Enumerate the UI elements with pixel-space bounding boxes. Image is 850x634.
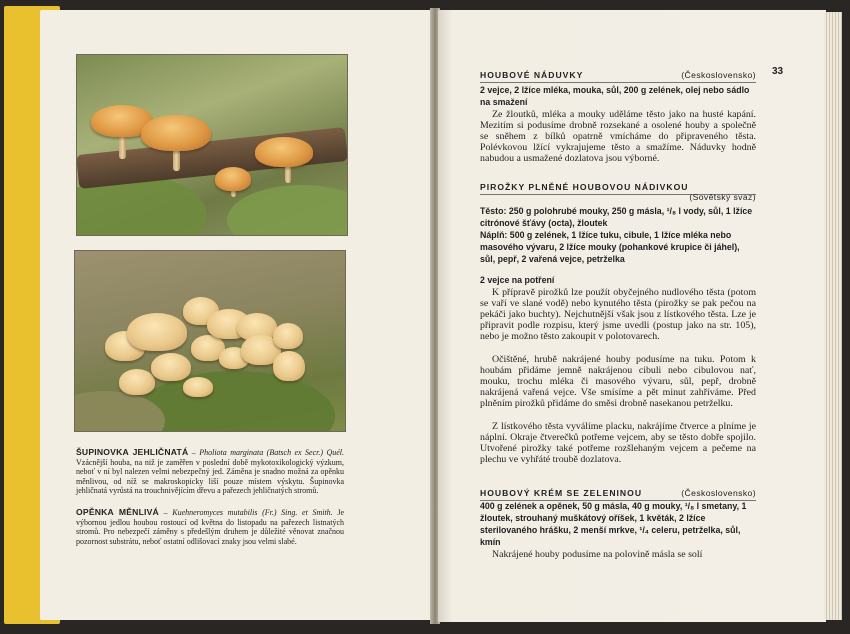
caption-body: Je výbornou jedlou houbou rostoucí od května do listopadu na pařezech listnatých stromů. Pro nebezpečí záměny s předešlým druhem je důležité věnovat značnou pozornost substrátu, neboť ostatní odlišovací znaky jsou velmi slabé. xyxy=(76,508,344,546)
recipe-title: HOUBOVÝ KRÉM SE ZELENINOU xyxy=(480,488,643,498)
caption-title: ŠUPINOVKA JEHLIČNATÁ xyxy=(76,447,189,457)
recipe-paragraph: Očištěné, hrubě nakrájené houby podusíme na tuku. Potom k houbám přidáme jemně nakrájenou cibuli nebo cibulovou nať, mouku, trochu mléka či masového vývaru, sůl, pepř, drobně nakrájená vařená vejce. Vše smísíme a pět minut zahříváme. Před plněním pirožků přidáme do směsi drobně nasekanou petrželku. xyxy=(480,354,756,410)
caption-latin-name: Kuehneromyces mutabilis (Fr.) Sing. et Smith. xyxy=(172,508,333,517)
recipe-ingredients-dough: Těsto: 250 g polohrubé mouky, 250 g másla, ¹/₈ l vody, sůl, 1 lžíce citrónové šťávy (octa), žloutek xyxy=(480,206,753,229)
page-number: 33 xyxy=(772,66,784,77)
photo-kuehneromyces-mutabilis xyxy=(74,250,346,432)
page-edges xyxy=(824,12,842,620)
recipe-ingredients-coating: 2 vejce na potření xyxy=(480,275,555,285)
caption-title: OPĚNKA MĚNLIVÁ xyxy=(76,507,159,517)
recipe-ingredients-filling: Náplň: 500 g zelének, 1 lžíce tuku, cibule, 1 lžíce mléka nebo masového vývaru, 2 lžíce mouky (pohankové krupice či jáhel), sůl, pepř, 2 vařená vejce, petrželka xyxy=(480,230,740,265)
caption-supinovka: ŠUPINOVKA JEHLIČNATÁ – Pholiota marginata (Batsch ex Secr.) Quél. Vzácnější houba, na niž je zaměřen v poslední době mykotoxikologický výzkum, neboť v ní byl nalezen velmi nebezpečný jed. Záměna je snadno možná za opěnku měnlivou, od níž se makroskopicky liší pouze místem výskytu. Šupinovka jehličnatá vyrůstá na trouchnivějícím dřevu a pařezech jehličnatých stromů. xyxy=(76,447,344,496)
recipe-heading xyxy=(480,70,756,83)
recipe-origin: (Sovětský svaz) xyxy=(689,192,756,202)
caption-latin-name: Pholiota marginata (Batsch ex Secr.) Quél. xyxy=(199,448,344,457)
recipe-origin: (Československo) xyxy=(681,70,756,80)
recipe-ingredients: 400 g zelének a opěnek, 50 g másla, 40 g mouky, ¹/₈ l smetany, 1 žloutek, strouhaný muškátový oříšek, 1 květák, 2 lžíce sterilovaného hrášku, 2 menší mrkve, ¹/₄ celeru, petrželka, sůl, kmín xyxy=(480,501,747,548)
caption-openka: OPĚNKA MĚNLIVÁ – Kuehneromyces mutabilis (Fr.) Sing. et Smith. Je výbornou jedlou houbou rostoucí od května do listopadu na pařezech listnatých stromů. Pro nebezpečí záměny s předešlým druhem je důležité věnovat značnou pozornost substrátu, neboť ostatní odlišovací znaky jsou velmi slabé. xyxy=(76,507,344,546)
recipe-origin: (Československo) xyxy=(681,488,756,498)
recipe-paragraph: Z lístkového těsta vyválíme placku, nakrájíme čtverce a plníme je náplní. Okraje čtverečků potřeme vejcem, aby se těsto dobře spojilo. Utvořené pirožky také potřeme rozšlehaným vejcem a pečeme na plechu ve vyhřáté troubě dozlatova. xyxy=(480,421,756,466)
recipe-paragraph: Nakrájené houby podusíme na polovině másla se solí xyxy=(492,549,703,560)
caption-body: Vzácnější houba, na niž je zaměřen v poslední době mykotoxikologický výzkum, neboť v ní byl nalezen velmi nebezpečný jed. Záměna je snadno možná za opěnku měnlivou, od níž se makroskopicky liší pouze místem výskytu. Šupinovka jehličnatá vyrůstá na trouchnivějícím dřevu a pařezech jehličnatých stromů. xyxy=(76,457,344,496)
recipe-title: HOUBOVÉ NÁDUVKY xyxy=(480,70,584,80)
photo-pholiota-marginata xyxy=(76,54,348,236)
recipe-paragraph: K přípravě pirožků lze použít obyčejného nudlového těsta (potom se vaří ve slané vodě) nebo kynutého těsta (pirožky se pak pečou na pekáči jako buchty). Nejchutnější však jsou z lístkového těsta. Lze je připravit podle rozpisu, který jsme uvedli (postup jako na str. 105), nebo je možno těsto zakoupit v polotovarech. xyxy=(480,287,756,343)
recipe-ingredients: 2 vejce, 2 lžíce mléka, mouka, sůl, 200 g zelének, olej nebo sádlo na smažení xyxy=(480,85,750,108)
recipe-paragraph: Ze žloutků, mléka a mouky uděláme těsto jako na husté kapání. Mezitím si podusíme drobně rozsekané a osolené houby a společně se sněhem z bílků opatrně vmícháme do připraveného těsta. Polévkovou lžící vykrajujeme těsto a smažíme. Náduvky hodně nabudou a usmažené dozlatova jsou výborné. xyxy=(480,109,756,165)
recipe-title: PIROŽKY PLNĚNÉ HOUBOVOU NÁDIVKOU xyxy=(480,182,689,192)
